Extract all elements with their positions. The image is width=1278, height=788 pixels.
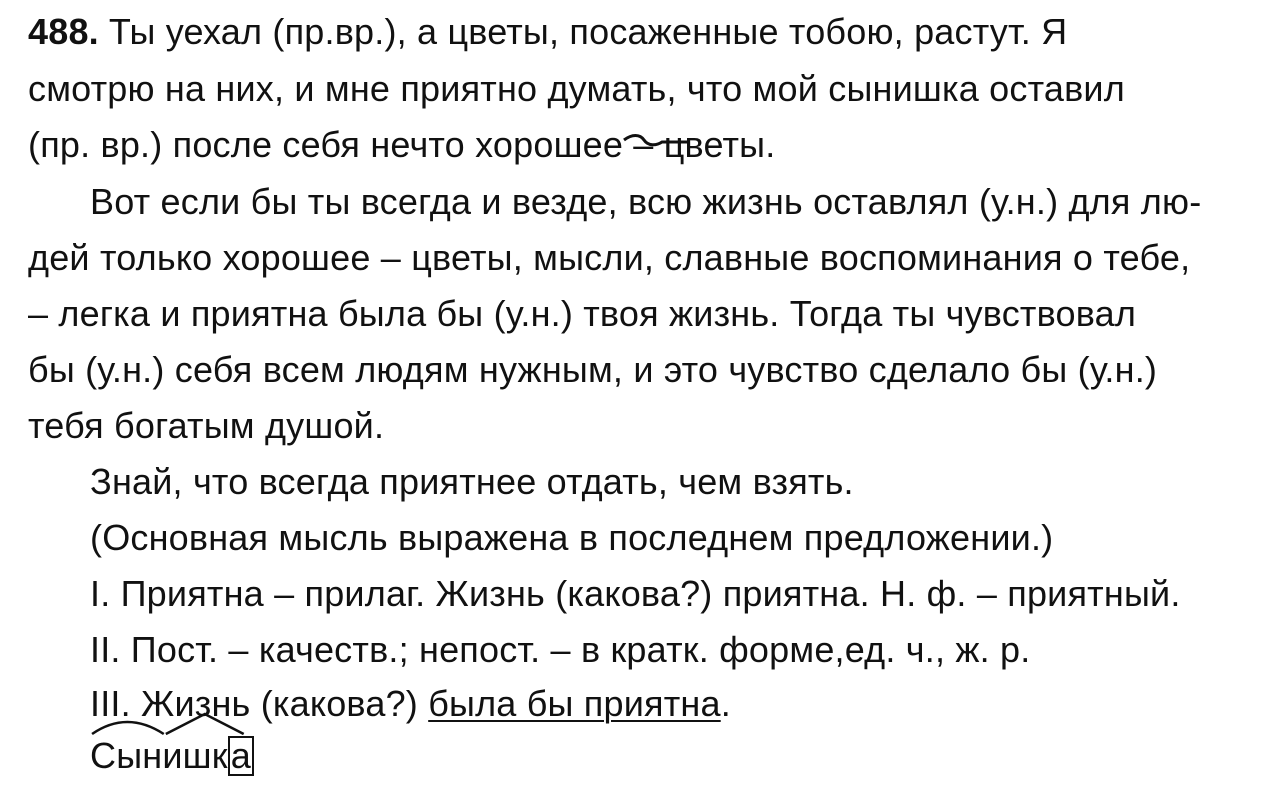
morpheme-ending: а — [228, 736, 254, 776]
paragraph2-line-3: – легка и приятна была бы (у.н.) твоя жизнь. Тогда ты чувствовал — [28, 293, 1137, 334]
paragraph1-line1: Ты уехал (пр.вр.), а цветы, посаженные тобою, растут. Я — [108, 11, 1068, 52]
paragraph1-line-3: (пр. вр.) после себя нечто хорошее – цветы. — [28, 124, 776, 165]
morpheme-analysis — [90, 734, 254, 778]
paragraph4: (Основная мысль выражена в последнем предложении.) — [90, 517, 1054, 558]
analysis-item-3-suffix: . — [720, 683, 731, 724]
analysis-item-2: II. Пост. – качеств.; непост. – в кратк. форме,ед. ч., ж. р. — [90, 629, 1031, 670]
paragraph2-line-2: дей только хорошее – цветы, мысли, славные воспоминания о тебе, — [28, 237, 1191, 278]
morpheme-marks-icon — [90, 708, 254, 738]
analysis-item-3-prefix: III. Жизнь (какова?) — [90, 683, 429, 724]
morpheme-stem: Сынишк — [90, 735, 228, 776]
exercise-line-1 — [28, 10, 1067, 54]
analysis-item-1: I. Приятна – прилаг. Жизнь (какова?) приятна. Н. ф. – приятный. — [90, 573, 1181, 614]
pen-mark-icon — [622, 128, 692, 158]
paragraph3: Знай, что всегда приятнее отдать, чем взять. — [90, 461, 854, 502]
paragraph2-line-1: Вот если бы ты всегда и везде, всю жизнь оставлял (у.н.) для лю- — [90, 181, 1202, 222]
paragraph2-line-5: тебя богатым душой. — [28, 405, 385, 446]
paragraph1-line-2: смотрю на них, и мне приятно думать, что мой сынишка оставил — [28, 68, 1125, 109]
morpheme-word — [90, 734, 254, 778]
predicate-underlined: была бы приятна — [428, 683, 721, 724]
paragraph2-line-4: бы (у.н.) себя всем людям нужным, и это чувство сделало бы (у.н.) — [28, 349, 1158, 390]
exercise-number: 488. — [28, 11, 99, 52]
